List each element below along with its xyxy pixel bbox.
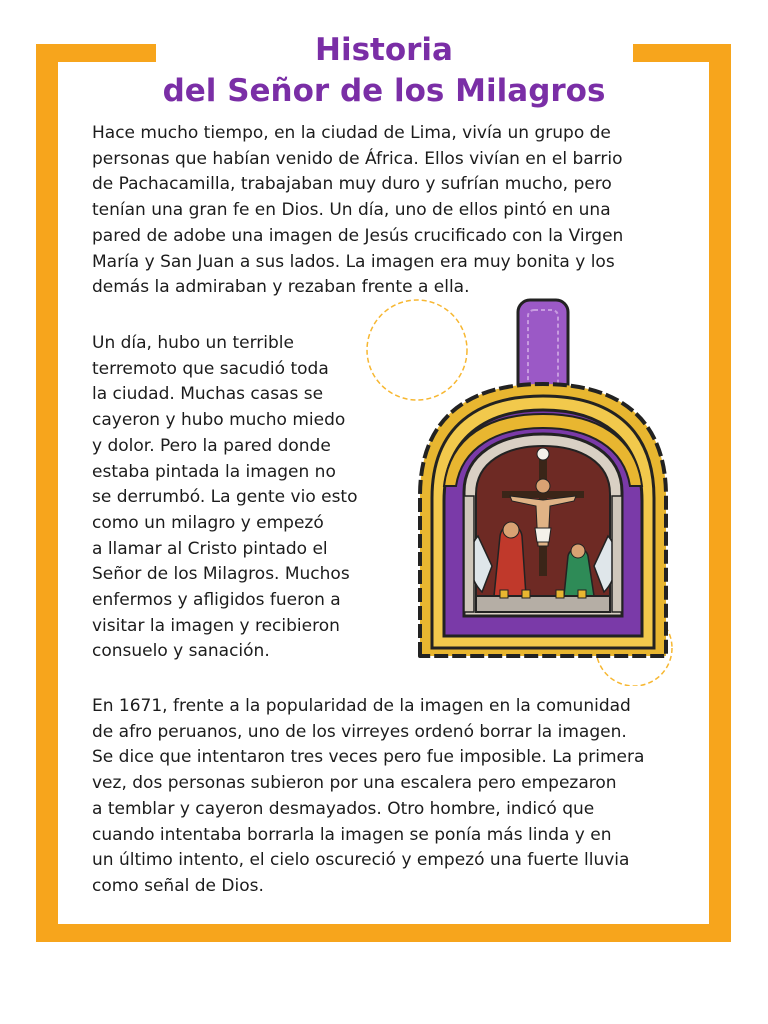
paragraph-line: un último intento, el cielo oscureció y empezó una fuerte lluvia bbox=[92, 850, 630, 871]
painting bbox=[464, 434, 622, 616]
paragraph-line: visitar la imagen y recibieron bbox=[92, 615, 340, 636]
scallop-circle-top bbox=[367, 300, 467, 400]
medal-icon bbox=[360, 296, 680, 686]
paragraph-line: tenían una gran fe en Dios. Un día, uno de ellos pintó en una bbox=[92, 200, 611, 221]
paragraph-line: estaba pintada la imagen no bbox=[92, 461, 336, 482]
paragraph-line: la ciudad. Muchas casas se bbox=[92, 384, 324, 405]
title-line-2: del Señor de los Milagros bbox=[162, 73, 606, 109]
paragraph-3 bbox=[92, 694, 692, 900]
paragraph-line: terremoto que sacudió toda bbox=[92, 358, 329, 379]
paragraph-line: En 1671, frente a la popularidad de la imagen en la comunidad bbox=[92, 696, 631, 716]
paragraph-line: cuando intentaba borrarla la imagen se ponía más linda y en bbox=[92, 824, 612, 845]
frame-left-bar bbox=[36, 44, 58, 942]
paragraph-line: de Pachacamilla, trabajaban muy duro y sufrían mucho, pero bbox=[92, 174, 612, 195]
paragraph-line: se derrumbó. La gente vio esto bbox=[92, 487, 358, 508]
title-line-1: Historia bbox=[315, 32, 453, 68]
paragraph-line: y dolor. Pero la pared donde bbox=[92, 435, 331, 456]
paragraph-1 bbox=[92, 121, 692, 301]
paragraph-line: como un milagro y empezó bbox=[92, 512, 324, 533]
paragraph-line: a llamar al Cristo pintado el bbox=[92, 538, 328, 559]
paragraph-line: Un día, hubo un terrible bbox=[92, 333, 294, 353]
paragraph-line: Se dice que intentaron tres veces pero fue imposible. La primera bbox=[92, 747, 645, 768]
paragraph-line: pared de adobe una imagen de Jesús crucificado con la Virgen bbox=[92, 225, 624, 246]
page-title bbox=[0, 30, 768, 112]
paragraph-line: a temblar y cayeron desmayados. Otro hombre, indicó que bbox=[92, 798, 595, 819]
paragraph-line: de afro peruanos, uno de los virreyes ordenó borrar la imagen. bbox=[92, 721, 627, 742]
paragraph-line: vez, dos personas subieron por una escalera pero empezaron bbox=[92, 773, 617, 794]
frame-bottom-bar bbox=[36, 924, 731, 942]
paragraph-line: personas que habían venido de África. Ellos vivían en el barrio bbox=[92, 148, 623, 169]
paragraph-line: como señal de Dios. bbox=[92, 875, 264, 896]
paragraph-line: enfermos y afligidos fueron a bbox=[92, 590, 341, 611]
paragraph-line: Hace mucho tiempo, en la ciudad de Lima, vivía un grupo de bbox=[92, 123, 611, 143]
paragraph-line: Señor de los Milagros. Muchos bbox=[92, 564, 350, 585]
frame-right-bar bbox=[709, 44, 731, 942]
paragraph-line: consuelo y sanación. bbox=[92, 641, 270, 662]
paragraph-line: demás la admiraban y rezaban frente a ella. bbox=[92, 277, 470, 298]
paragraph-2 bbox=[92, 331, 382, 665]
paragraph-line: María y San Juan a sus lados. La imagen era muy bonita y los bbox=[92, 251, 615, 272]
paragraph-line: cayeron y hubo mucho miedo bbox=[92, 410, 346, 431]
